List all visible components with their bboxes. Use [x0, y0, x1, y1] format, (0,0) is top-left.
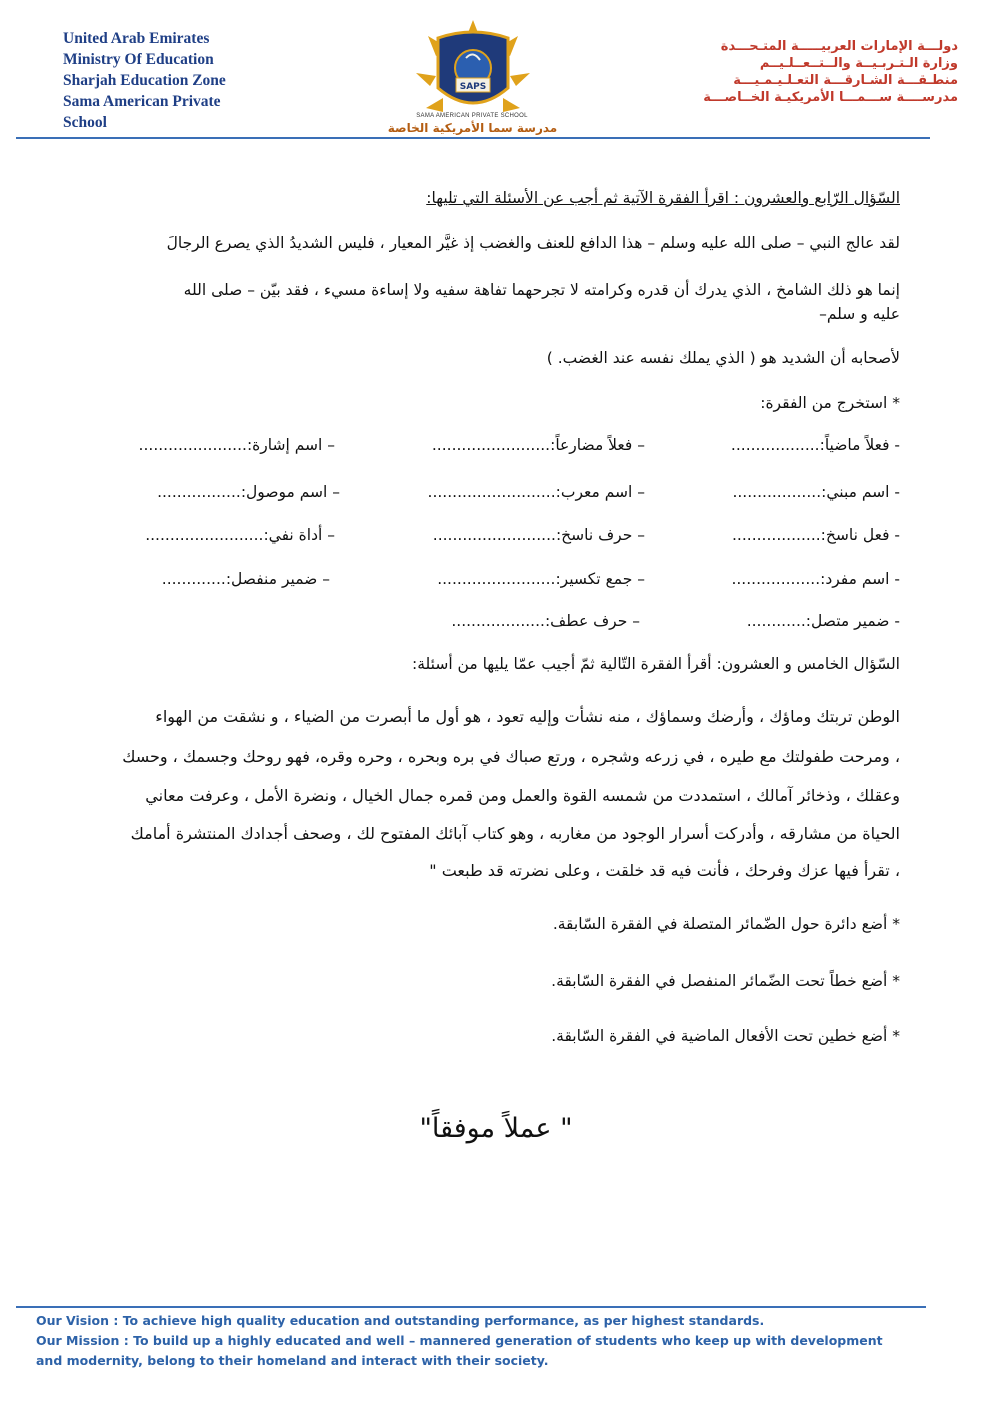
header-english-block — [63, 28, 293, 133]
task-item: * أضع خطين تحت الأفعال الماضية في الفقرة السّابقة. — [551, 1027, 900, 1045]
extract-row — [110, 526, 900, 548]
header-line: United Arab Emirates — [63, 30, 210, 47]
question-24-title: السّؤال الرّابع والعشرون : اقرأ الفقرة الآتية ثم أجب عن الأسئلة التي تليها: — [426, 189, 900, 207]
passage-line: وعقلك ، وذخائر آمالك ، استمددت من شمسه القوة والعمل ومن قمره جمال الخيال ، ونضرة الأمل ، وعرفت معاني — [145, 786, 900, 805]
answer-blank[interactable]: – حرف عطف:................... — [451, 612, 640, 630]
extract-row — [110, 612, 900, 634]
header-line: دولـــة الإمارات العربيـــــة المتـحـــدة — [720, 39, 958, 54]
footer-mission: Our Mission : To build up a highly educated and well – mannered generation of students who keep up with development — [36, 1333, 883, 1348]
header-line: School — [63, 114, 107, 131]
answer-blank[interactable]: – اسم موصول:................. — [157, 483, 340, 501]
answer-blank[interactable]: – اسم معرب:.......................... — [427, 483, 645, 501]
header-line: Sama American Private — [63, 93, 221, 110]
school-logo — [388, 18, 558, 138]
answer-blank[interactable]: - اسم مفرد:.................. — [731, 570, 900, 588]
logo-caption-ar: مدرسة سما الأمريكية الخاصة — [387, 121, 558, 135]
task-item: * أضع خطاً تحت الضّمائر المنفصل في الفقرة السّابقة. — [551, 972, 900, 990]
passage-line: ، ومرحت طفولتك مع طيره ، في زرعه وشجره ، ورتع صباك في بره وبحره ، وحره وقره، فهو روحك وجسمك ، وحسك — [122, 747, 900, 766]
passage-line: الوطن تربتك وماؤك ، وأرضك وسماؤك ، منه نشأت وإليه تعود ، هو أول ما أبصرت من الضياء ، و نشقت من الهواء — [155, 707, 900, 726]
answer-blank[interactable]: - اسم مبني:.................. — [732, 483, 900, 501]
header-line: منطـقـــة الشـارقـــة التعـلـيـمـيـــة — [733, 73, 958, 88]
logo-caption-en: SAMA AMERICAN PRIVATE SCHOOL — [416, 113, 528, 119]
logo-book-text: SAPS — [459, 82, 487, 92]
header-divider — [16, 137, 930, 139]
answer-blank[interactable]: – أداة نفي:........................ — [145, 526, 335, 544]
closing-motto: " عملاً موفقاً" — [419, 1113, 573, 1144]
passage-line: إنما هو ذلك الشامخ ، الذي يدرك أن قدره وكرامته لا تجرحهما تفاهة سفيه ولا إساءة مسيء ، فقد بيّن – صلى الله — [183, 281, 900, 299]
answer-blank[interactable]: - ضمير متصل:............ — [746, 612, 900, 630]
header-arabic-block — [698, 38, 958, 106]
passage-line: الحياة من مشارقه ، وأدركت أسرار الوجود من مغاربه ، وهو كتاب آبائك المفتوح لك ، وصحف أجدادك المنتشرة أمامك — [130, 824, 900, 843]
footer-divider — [16, 1306, 926, 1308]
answer-blank[interactable]: – فعلاً مضارعاً:........................ — [431, 436, 645, 454]
answer-blank[interactable]: - فعل ناسخ:.................. — [731, 526, 900, 544]
answer-blank[interactable]: - فعلاً ماضياً:.................. — [730, 436, 900, 454]
answer-blank[interactable]: – اسم إشارة:...................... — [138, 436, 335, 454]
answer-blank[interactable]: – جمع تكسير:........................ — [437, 570, 645, 588]
answer-blank[interactable]: – حرف ناسخ:......................... — [432, 526, 645, 544]
passage-line: لأصحابه أن الشديد هو ( الذي يملك نفسه عند الغضب. ) — [546, 349, 900, 367]
header-line: Ministry Of Education — [63, 51, 214, 68]
answer-blank[interactable]: – ضمير منفصل:............. — [161, 570, 330, 588]
header-line: Sharjah Education Zone — [63, 72, 226, 89]
passage-line: ، تقرأ فيها عزك وفرحك ، فأنت فيه قد خلقت ، وعلى نضرته قد طبعت " — [429, 861, 900, 880]
task-item: * أضع دائرة حول الضّمائر المتصلة في الفقرة السّابقة. — [552, 915, 900, 933]
footer — [36, 1311, 936, 1371]
extract-row — [110, 483, 900, 505]
header-line: وزارة الـتـربـيــة والــتــعــلـيــم — [759, 56, 958, 71]
extract-row — [110, 570, 900, 592]
passage-line: لقد عالج النبي – صلى الله عليه وسلم – هذا الدافع للعنف والغضب إذ غيَّر المعيار ، فليس الشديدُ الذي يصرع الرجالَ — [166, 234, 900, 252]
footer-vision: Our Vision : To achieve high quality education and outstanding performance, as per highest standards. — [36, 1313, 765, 1328]
extract-row — [110, 436, 900, 458]
footer-mission-cont: and modernity, belong to their homeland and interact with their society. — [36, 1353, 549, 1368]
passage-line: عليه و سلم– — [819, 305, 900, 323]
header-line: مدرســــة ســـمـــا الأمريكيـة الخــاصـــة — [703, 90, 958, 105]
extract-instruction: * استخرج من الفقرة: — [760, 394, 900, 412]
question-25-title: السّؤال الخامس و العشرون: أقرأ الفقرة التّالية ثمّ أجيب عمّا يليها من أسئلة: — [411, 655, 900, 673]
